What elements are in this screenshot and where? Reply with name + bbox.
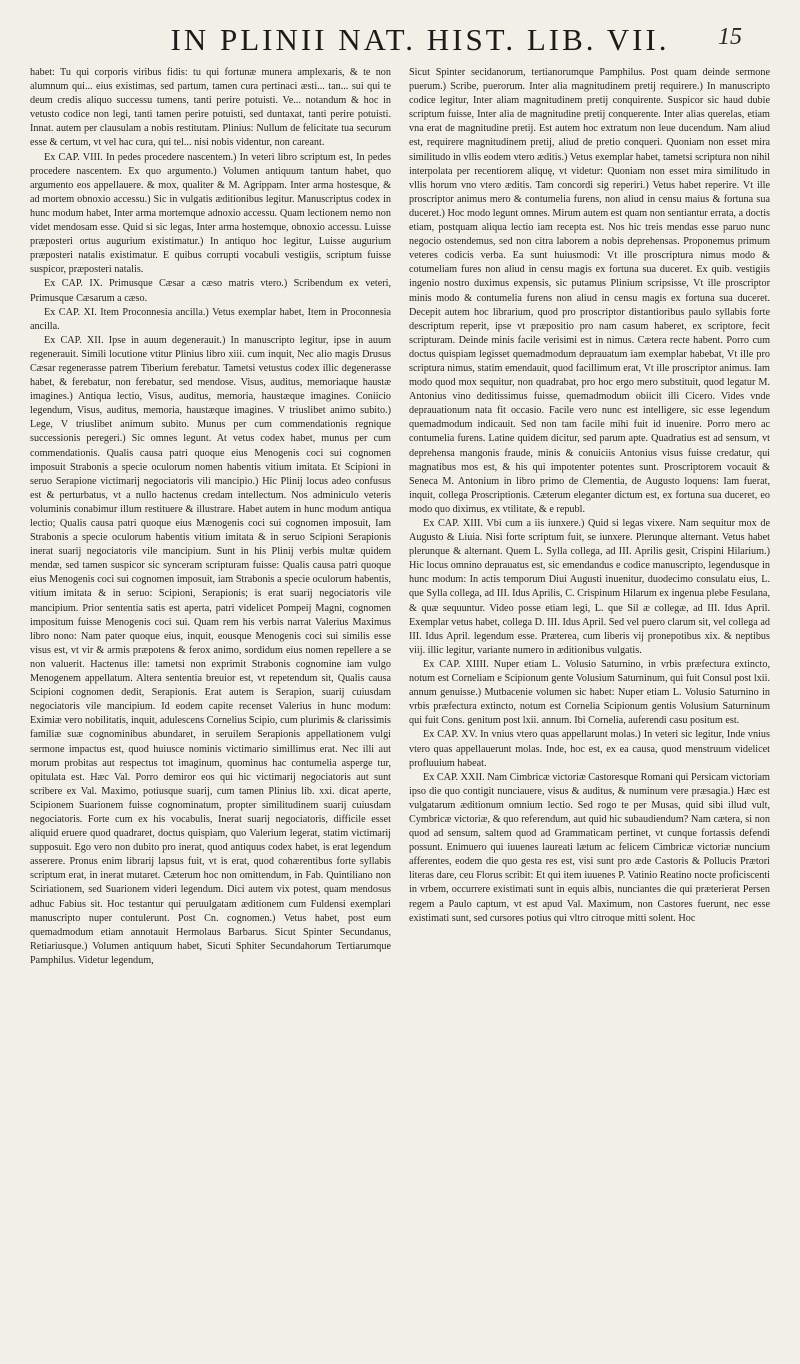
text-columns	[30, 66, 770, 1350]
paragraph: Ex CAP. VIII. In pedes procedere nascentem.) In veteri libro scriptum est, In pedes procedere nascentem. Ex quo argumento.) Volumen antiquum tantum habet, quo argumento eos appellauere. & mox, qualiter & M. Agrippam. Inter arma hostesque, & ad mortem obnoxio accessu.) Sic in vulgatis æditionibus legitur. Manuscriptus codex in hunc modum habet, Inter arma mortemque adnoxio accessu. Quam lectionem nemo non videt mendosam esse. Quid si sic legas, Inter arma hostemque, obnoxio accessu. Luisse præposteri ortus augurium existimatur.) In antiquo hoc legitur, Luisse augurium præposteri natalis existimatur. E quibus corrupti vocabuli vestigiis, scriptum fuisse suspicor, præposteri natalis.	[30, 151, 391, 276]
paragraph: Ex CAP. XIII. Vbi cum a iis iunxere.) Quid si legas vixere. Nam sequitur mox de Augusto & Liuia. Nisi forte scriptum fuit, se iunxere. Plerunque alternant. Vetus habet plerunque & alternant. Quem L. Sylla collega, ad III. Aprilis gesit, Crispini Hilarium.) Hic locus omnino deprauatus est, sic emendandus e codice manuscripto, legendusque in hunc modum: In actis temporum Diui Augusti inuenitur, duodecimo consulatu eius, L. que Sylla collega, ad III. Idus Aprilis, C. Crispinum Hilarum ex ingenua plebe Fesulana, & quæ sequuntur. Video posse etiam legi, L. que Sil æ collegæ, ad III. Idus April. Exemplar vetus habet, collega D. III. Idus April. Sed vel puero clarum sit, vel collega ad III. Idus April. legendum esse. Præterea, cum liberis vij pronepotibus xix. & neptibus viij. illic legitur, variante numero in æditionibus vulgatis.	[409, 518, 770, 656]
paragraph: Ex CAP. XII. Ipse in auum degenerauit.) In manuscripto legitur, ipse in auum regenerauit. Simili locutione vtitur Plinius libro xiii. cum inquit, Nec alio magis Drusus Cæsar regenerasse patrem Tiberium ferebatur. Tametsi vetustus codex illic degenerasse habet, & ferebatur, non ferebatur, sed mendose. Visus, auditus, memoriaque haustæ imagines.) Antiqua lectio, Visus, auditus, memoria, haustæque imagines. Coniicio legendum, Visus, auditus, memoria, haustæque imagines. V triuslibet animo subito.) Lege, V triuslibet animum subito. Munus per cum commendationis regnique successionis peregeri.) Sic omnes legunt. At vetus codex habet, munus per cum commendationis. Qualis causa patri quoque eius Menogenis coci sui cognomen imposuit Strabonis a specie oculorum nomen habentis vitium imitata. Et Scipioni in seruo Serapione victimarij negociatoris vili mancipio.) Hic Plinij locus adeo confusus est & perturbatus, vt a nullo hactenus credam intellectum. Nos adminiculo veteris voluminis conabimur illum restituere & illustrare. Habet autem in hunc modum antiqua lectio; Qualis causa patri quoque eius Mænogenis coci sui cognomen imposuit, Iam Strabonis a specie oculorum habentis vitium imitata & in seruo Scipioni Serapionis inerat suarij negociatoris vile mancipium. Sunt in his Plinij verbis multæ quidem mendæ, sed tamen suspicor sic synceram scripturam fuisse: Qualis causa patri quoque eius Menogenis coci sui cognomen imposuit, iam Strabonis a specie oculorum habentis, vitium imitata & in seruo: Scipioni, Serapionis; is erat suarij negociatoris vile mancipium. Prior sententia satis est aperta, patri videlicet Pompeij Magni, cognomen impositum fuisse Menogenis coci sui. Quam rem his verbis narrat Valerius Maximus libro nono: Nam pater quoque eius, inquit, eousque Menogenis coci sui similis esse visus est, vt vir & armis præpotens & ferox animo, sordidum eius nomen repellere a se non valuerit. Hactenus ille: tametsi non exprimit Strabonis cognomine iam vulgo Menogenem appellatum. Altera sententia breuior est, vt repetendum sit, Qualis causa Scipioni cognomen dedit, Serapionis. Erat autem is Serapion, suarij cuiusdam negociatoris vile mancipium. Id eodem capite recenset Valerius in hunc modum: Eximiæ vero nobilitatis, inquit, adulescens Cornelius Scipio, cum plurimis & clarissimis familiæ suæ cognominibus abundaret, in seruilem Serapionis appellationem vulgi sermone impactus est, quod huiusce nominis victimario simillimus erat. Nec illi aut morum probitas aut respectus tot imaginum, quominus hac contumelia asperge tur, opitulata est. Hæc Val. Porro demiror eos qui hic victimarij negociatoris aut sunt scribere ex Val. Maximo, potiusque suarij, cum tamen Plinius lib. xxi. dicat aperte, Scipionem Suarionem fuisse cognominatum, propter similitudinem suarij cuiusdam negociatoris. Forte cum ex his vocabulis, Inerat suarij negociatoris, difficile esset aliquid eruere quod quadraret, doctus quispiam, quo Valerium legerat, statim victimarij supposuit. Ego vero non dubito pro inerat, quod antiquus codex habet, is erat legendum asserere. Pronus enim librarij lapsus fuit, vt is erat, quod cohærentibus forte syllabis scriptum erat, in inerat mutaret. Cæterum hoc non omittendum, in Fab. Quintiliano non Sciriationem, sed Suarionem videri legendum. Dici autem vix potest, quam mendosus adhuc Fabius sit. Hoc testantur qui peruulgatam æditionem cum Fuldensi exemplari manuscripto nuper contulerunt. Post Cn. cognomen.) Vetus habet, post eum quemadmodum etiam annotauit Hermolaus Barbarus. Sicut Spinter Secundanus, Retiariusque.) Volumen antiquum habet, Sicuti Sphiter Secundahorum Tertiarumque Pamphilus. Videtur legendum,	[30, 334, 391, 966]
right-column	[409, 66, 770, 1350]
paragraph: Ex CAP. XI. Item Proconnesia ancilla.) Vetus exemplar habet, Item in Proconnesia ancilla.	[30, 306, 391, 332]
running-head: IN PLINII NAT. HIST. LIB. VII.	[170, 22, 670, 57]
paragraph: Ex CAP. XIIII. Nuper etiam L. Volusio Saturnino, in vrbis præfectura extincto, notum est Corneliam e Scipionum gente Volusium Saturninum, qui fuit Consul post lxii. annum genuisse.) Mutbacenie volumen sic habet: Nuper etiam L. Volusio Saturnino in vrbis præfectura extincto, notum est Cornelia Scipionum gentis Volusium Saturninum qui fuit Cons. genitum post lxii. annum. Ibi Cornelia, auferendi casu positum est.	[409, 658, 770, 727]
paragraph: Sicut Spinter secidanorum, tertianorumque Pamphilus. Post quam deinde sermone puerum.) Scribe, puerorum. Inter alia magnitudinem pretij requirere.) In manuscripto codice legitur, Inter aliam magnitudinem pretij conquirente. Suspicor sic haud dubie scriptum fuisse, Inter alia de magnitudine pretij conquerente. Inter alias querelas, etiam vna erat de magnitudine pretij. Est autem hoc extratum non leue ducendum. Nam aliud est, requirere magnitudinem pretij, aliud de pretio conqueri. Quoniam non esset mira similitudo in vllis eodem vtero æditis.) Vetus exemplar habet, tametsi scriptura non nihil interpolata per recentiorem aliquę, vt videtur: Quoniam non esset mira similitudo in vllis horum vno vtero æditis. Tam concordi sig reperiri.) Vetus habet reperire. Vt ille proscriptor animus mero & contumelia furens, non aliud in censu maius & fortuna sua duceret.) Hoc modo legunt omnes. Mirum autem est quam non sentiantur errata, a doctis etiam, postquam aliqua lectio iam recepta est. Nos hic treis mendas esse paruo nunc negocio ostendemus, sed non citra laborem a nobis deprehensas. Proponemus primum veteres codicis verba. Ea sunt huiusmodi: Vt ille proscriptura nimus modo & cotumeliam fures non aliud in censu magis ex fortuna sua duceret. Ex quib. vestigiis ingenio nostro duximus expensis, sic putamus Plinium scripsisse, Vt ille proscriptor minis modo & contumelia furens non aliud in censu magis ex fortuna sua duceret. Decepit autem hoc librarium, quod pro proscriptor distantioribus paulo syllabis forte descriptum reperit, ipse vt præpositio pro nam casum haberet, ex scriptore, fecit scripturam. Deinde minis facile verisimi est in nimus. Cætera recte habent. Porro cum doctus quispiam legisset quemadmodum deprauatum iam exemplar habebat, Vt ille pro scriptura nimus, statim emendauit, quod facillimum erat, Vt ille proscriptor animus. Iam modo quod mox sequitur, non quadrabat, pro hoc ergo mero substituit, quod legatur M. Antonius vino deditissimus fuisse, quemadmodum obiicit illi Cicero. Vides vnde deprauationum nata fit occasio. Facile vero nunc est intelligere, sic esse legendum quemadmodum indicauit. Sed non tam facile mihi fuit id inuenire. Porro mero ac contumelia furens. Latine quidem dicitur, sed parum apte. Quadratius est ad sensum, vt deprehensa mangonis fraude, minis & conuiciis Antonius visus fuisse credatur, qui magnatibus mos est, & his qui impotenter potentes sunt. Proscriptorem vocauit & Seneca M. Antonium in libro primo de Clementia, de Augusto loquens: Iam fuerat, inquit, collega Proscriptionis. Cæterum eleganter dictum est, ex fortuna sua duceret, eo modo quo diximus, ex vtilitate, & e republ.	[409, 67, 770, 515]
paragraph: Ex CAP. XXII. Nam Cimbricæ victoriæ Castoresque Romani qui Persicam victoriam ipso die quo contigit nunciauere, visus & auditus, & numinum vere præsagia.) Hæc est vulgatarum æditionum omnium lectio. Sed rogo te per Musas, quid sibi illud vult, Cymbricæ victoriæ, & quo referendum, aut quid hic subaudiendum? Nam cætera, si non quod ad sensum, saltem quod ad Grammaticam pertinet, vt cunque fortassis defendi possunt. Enimuero qui iuuenes laureati lætum ac felicem Cimbricæ victoriæ nuncium afferentes, eodem die quo gesta res est, visi sunt pro æde Castoris & Pollucis Prætori literas dare, ceu Florus scribit: Et qui item iuuenes P. Vatinio Reatino nocte proficiscenti in vrbem, occurrere existimati sunt in equis albis, nunciantes die qui præterierat Persen regem a Paulo captum, vt est apud Val. Maximum, non Castores fuerunt, nec esse existimati sunt, sed cursores potius qui vltro citroque mitti solent. Hoc	[409, 771, 770, 924]
paragraph: Ex CAP. IX. Primusque Cæsar a cæso matris vtero.) Scribendum ex veteri, Primusque Cæsarum a cæso.	[30, 278, 391, 304]
paragraph: habet: Tu qui corporis viribus fidis: tu qui fortunæ munera amplexaris, & te non alumnum qui... eius existimas, sed partum, tamen cura pertinaci æsti... tan... sui qui te deum credis aliquo successu tumens, tanti perire potuisti. Ve... notandum & hoc in vetusto codice non legi, tanti tamen perire potuisti, sed duntaxat, tanti perire potuisti. Innat. autem per clausulam a nobis restitutam. Plinius: Nullum de felicitate tua securum esse & certum, vt vel hac cura, qui tel... nisi nobis videntur, non careant.	[30, 67, 391, 149]
page-number: 15	[718, 24, 742, 50]
left-column	[30, 66, 391, 1350]
page-header	[0, 22, 800, 66]
paragraph: Ex CAP. XV. In vnius vtero quas appellarunt molas.) In veteri sic legitur, Inde vnius vtero quas appellauerunt molas. Inde, hoc est, ex ea causa, quod menstruum videlicet profluuium habeat.	[409, 729, 770, 769]
